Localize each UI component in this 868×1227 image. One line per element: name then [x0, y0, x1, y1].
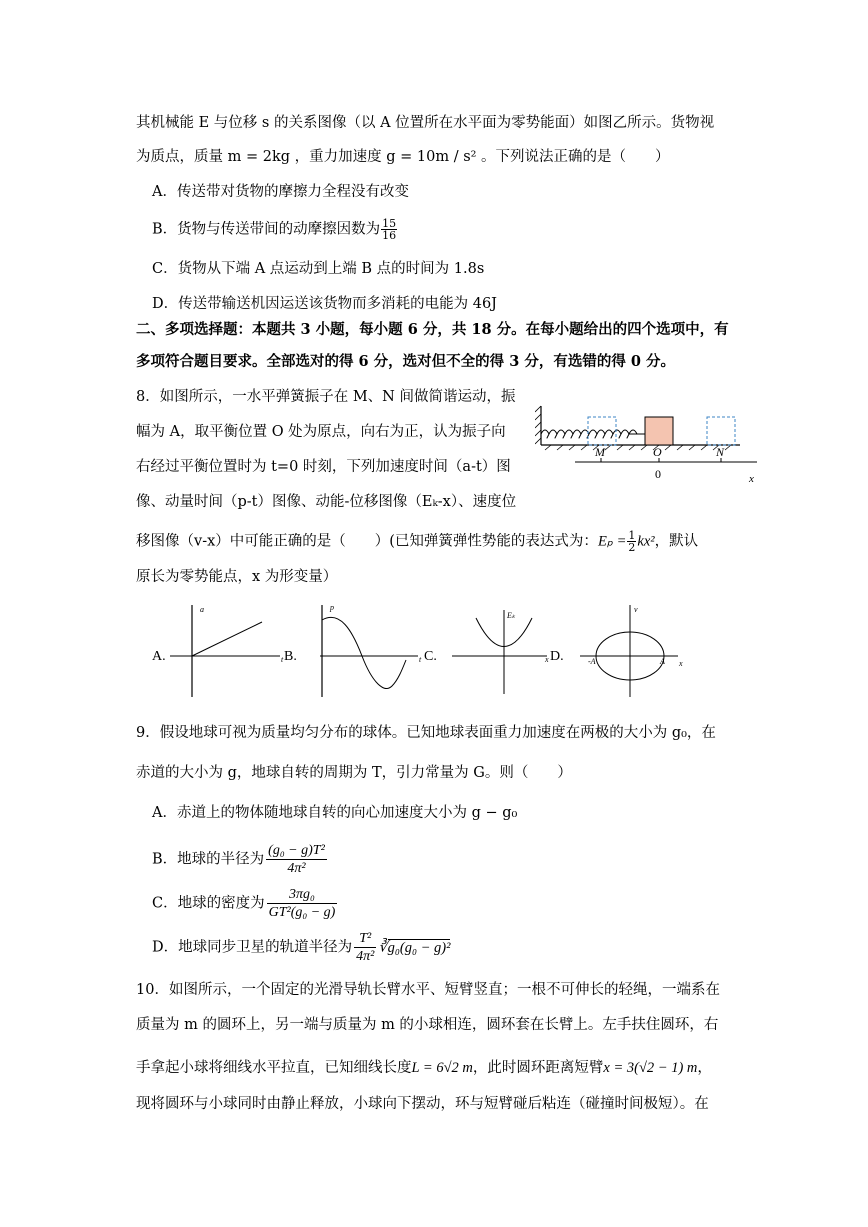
q9-option-b	[152, 842, 329, 877]
option-c-label: C.	[424, 649, 437, 664]
option-a-label: A.	[152, 649, 166, 664]
q10-line-3	[136, 1058, 712, 1078]
label-m: M	[595, 445, 605, 459]
q9-line-1: 9．假设地球可视为质量均匀分布的球体。已知地球表面重力加速度在两极的大小为 g₀，在	[136, 725, 716, 741]
q8-line-5	[136, 530, 698, 553]
fraction-denominator: 16	[382, 229, 397, 242]
q9-option-b-text: B．地球的半径为	[152, 851, 265, 868]
graph-a-t-label: t	[281, 655, 284, 664]
q10-line-1: 10．如图所示，一个固定的光滑导轨长臂水平、短臂竖直；一根不可伸长的轻绳，一端系在	[136, 982, 720, 998]
option-d-label: D.	[550, 649, 564, 664]
graph-a-line	[192, 622, 262, 656]
cube-root-radicand: g₀(g₀ − g)²	[387, 939, 451, 956]
label-x: x	[749, 473, 754, 485]
q9-option-a: A．赤道上的物体随地球自转的向心加速度大小为 g − g₀	[152, 805, 518, 821]
q10-line-3-mid: ，此时圆环距离短臂	[472, 1060, 604, 1076]
q9-option-b-fraction	[266, 842, 327, 877]
q7-option-b	[152, 218, 398, 241]
q7-option-b-text: B．货物与传送带间的动摩擦因数为	[152, 221, 381, 238]
elastic-energy-rhs: kx²	[637, 533, 655, 550]
q9-option-c-text: C．地球的密度为	[152, 895, 265, 912]
graph-c-x-label: x	[545, 655, 549, 664]
q9-option-d-fraction	[354, 930, 376, 965]
oscillator-right-position	[707, 417, 735, 445]
q8-line-2: 幅为 A，取平衡位置 O 处为原点，向右为正，认为振子向	[136, 424, 506, 440]
q8-line-3: 右经过平衡位置时为 t=0 时刻，下列加速度时间（a-t）图	[136, 459, 511, 475]
q8-line-5-suffix: ，默认	[654, 533, 699, 550]
fraction-numerator: 1	[628, 529, 636, 542]
graph-d-v-label: v	[634, 605, 638, 614]
fraction-denominator: 4π²	[287, 861, 306, 876]
q7-option-a: A．传送带对货物的摩擦力全程没有改变	[152, 184, 409, 200]
fraction-numerator: 3πg₀	[267, 886, 338, 904]
q8-line-4: 像、动量时间（p-t）图像、动能-位移图像（Eₖ-x）、速度位	[136, 494, 517, 510]
q7-option-c: C．货物从下端 A 点运动到上端 B 点的时间为 1.8s	[152, 261, 485, 277]
label-n: N	[716, 445, 725, 459]
spring-coil	[541, 430, 637, 438]
q7-option-b-fraction	[381, 218, 397, 241]
fraction-numerator: T²	[354, 930, 376, 948]
graph-a-a-label: a	[200, 605, 204, 614]
q9-option-c	[152, 886, 339, 921]
label-o: O	[653, 445, 662, 459]
fraction-numerator: 15	[382, 217, 397, 230]
q8-line-5-text: 移图像（v-x）中可能正确的是（ ）(已知弹簧弹性势能的表达式为：	[136, 533, 598, 550]
fraction-denominator: 4π²	[356, 949, 375, 964]
oscillator-block	[645, 417, 673, 445]
q10-line-3-text: 手拿起小球将细线水平拉直，已知细线长度	[136, 1060, 412, 1076]
cube-root-sign: ∛	[378, 939, 388, 956]
graph-d-a-label: A	[660, 657, 665, 666]
graph-b-p-label: p	[330, 603, 334, 612]
fraction-numerator: (g₀ − g)T²	[268, 843, 325, 858]
elastic-energy-fraction	[627, 530, 636, 553]
q9-option-c-fraction	[267, 886, 338, 921]
graph-b-curve	[322, 617, 406, 688]
fraction-denominator: 2	[628, 541, 636, 554]
q8-line-6: 原长为零势能点，x 为形变量）	[136, 569, 338, 585]
q10-line-2: 质量为 m 的圆环上，另一端与质量为 m 的小球相连，圆环套在长臂上。左手扶住圆环，右	[136, 1017, 719, 1033]
fraction-denominator: GT²(g₀ − g)	[268, 905, 336, 920]
section2-line-1: 二、多项选择题：本题共 3 小题，每小题 6 分，共 18 分。在每小题给出的四个选项中，有	[136, 321, 729, 338]
q9-line-2: 赤道的大小为 g，地球自转的周期为 T，引力常量为 G。则（ ）	[136, 765, 572, 781]
q10-line-3-suffix: ，	[697, 1060, 712, 1076]
spring-oscillator-figure	[535, 400, 765, 490]
option-b-label: B.	[284, 649, 297, 664]
q8-option-graphs	[140, 600, 700, 700]
q10-line-4: 现将圆环与小球同时由静止释放，小球向下摆动，环与短臂碰后粘连（碰撞时间极短）。在	[136, 1096, 709, 1112]
q9-option-d-text: D．地球同步卫星的轨道半径为	[152, 939, 353, 956]
graph-b-t-label: t	[419, 655, 422, 664]
ring-distance-formula: x = 3(√2 − 1) m	[603, 1060, 698, 1076]
rope-length-formula: L = 6√2 m	[411, 1060, 473, 1076]
graph-d-neg-a-label: -A	[588, 657, 596, 666]
graph-d-x-label: x	[679, 659, 683, 668]
intro-line-1: 其机械能 E 与位移 s 的关系图像（以 A 位置所在水平面为零势能面）如图乙所示。货物视	[136, 115, 715, 131]
graph-c-ek-label: Eₖ	[507, 611, 516, 620]
q8-line-1: 8．如图所示，一水平弹簧振子在 M、N 间做简谐运动，振	[136, 389, 516, 405]
q7-option-d: D．传送带输送机因运送该货物而多消耗的电能为 46J	[152, 296, 497, 312]
wall-hatching	[535, 406, 731, 450]
intro-line-2: 为质点，质量 m = 2kg ，重力加速度 g = 10m / s² 。下列说法正确的是（ ）	[136, 149, 670, 165]
q9-option-d	[152, 930, 450, 965]
section2-line-2: 多项符合题目要求。全部选对的得 6 分，选对但不全的得 3 分，有选错的得 0 分。	[136, 353, 676, 370]
oscillator-left-position	[588, 417, 616, 445]
label-zero: 0	[655, 467, 661, 481]
elastic-energy-lhs: Eₚ =	[597, 533, 627, 550]
